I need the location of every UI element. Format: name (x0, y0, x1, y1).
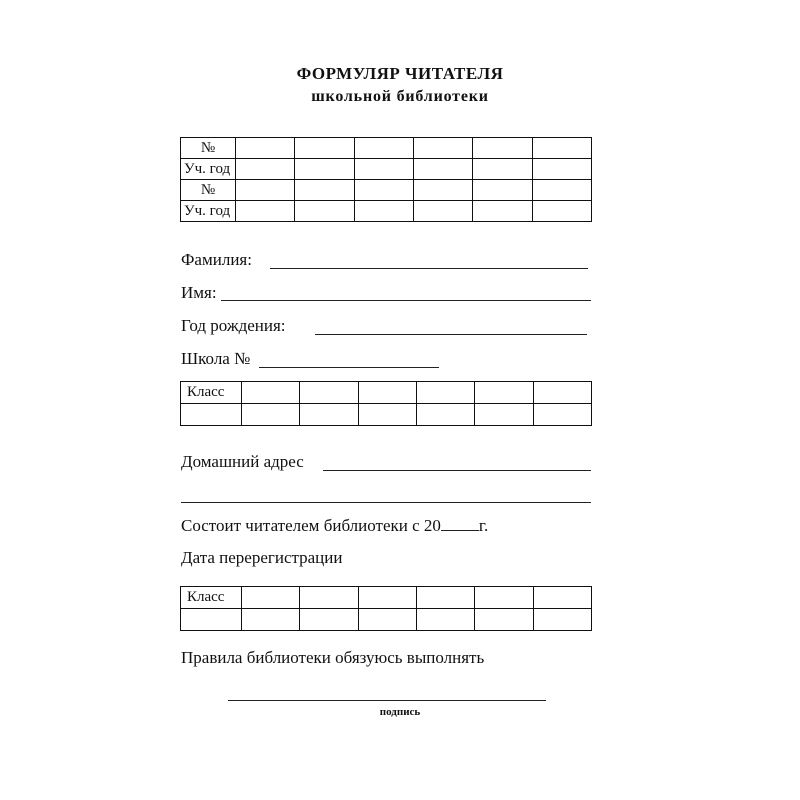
reregistration-class-grid (180, 586, 592, 631)
grid-cell[interactable] (473, 180, 532, 201)
grid-row (181, 159, 592, 180)
member-since-text (181, 516, 488, 536)
grid-cell[interactable] (242, 404, 300, 426)
grid-cell[interactable] (295, 138, 354, 159)
grid-cell[interactable] (358, 382, 416, 404)
grid-cell[interactable] (242, 382, 300, 404)
grid-row (181, 180, 592, 201)
grid-row (181, 201, 592, 222)
grid-cell[interactable] (358, 609, 416, 631)
class-grid (180, 381, 592, 426)
grid-cell[interactable] (473, 201, 532, 222)
grid-cell[interactable] (236, 138, 295, 159)
grid-row (181, 382, 592, 404)
grid-cell[interactable] (475, 382, 533, 404)
grid-cell[interactable] (473, 159, 532, 180)
grid-cell[interactable] (533, 609, 591, 631)
grid-cell[interactable] (533, 404, 591, 426)
signature-caption: подпись (379, 706, 421, 718)
grid-cell[interactable] (475, 587, 533, 609)
grid-cell[interactable] (413, 159, 472, 180)
grid-cell[interactable] (236, 201, 295, 222)
grid-cell[interactable] (473, 138, 532, 159)
address-field-line-1[interactable] (323, 470, 591, 471)
grid-cell[interactable] (532, 180, 591, 201)
grid-cell[interactable] (354, 159, 413, 180)
grid-cell[interactable] (413, 201, 472, 222)
birth-year-field[interactable] (315, 334, 587, 335)
grid-cell[interactable] (532, 159, 591, 180)
school-number-field[interactable] (259, 367, 439, 368)
grid-cell[interactable] (354, 201, 413, 222)
grid-cell[interactable] (475, 609, 533, 631)
member-since-prefix: Состоит читателем библиотеки с 20 (181, 516, 441, 535)
surname-field[interactable] (270, 268, 588, 269)
surname-label: Фамилия: (181, 250, 252, 269)
grid-cell[interactable] (300, 404, 358, 426)
grid-cell[interactable] (236, 180, 295, 201)
grid-cell[interactable] (242, 587, 300, 609)
grid-cell[interactable] (532, 138, 591, 159)
grid-row-label: Уч. год (181, 201, 236, 222)
grid-cell[interactable] (416, 382, 474, 404)
grid-cell[interactable] (295, 159, 354, 180)
grid-row-label: № (181, 180, 236, 201)
school-label: Школа № (181, 349, 251, 368)
grid-cell[interactable] (413, 138, 472, 159)
grid-cell[interactable] (533, 587, 591, 609)
member-since-year-field[interactable] (441, 516, 479, 531)
grid-row (181, 609, 592, 631)
grid-cell[interactable] (358, 587, 416, 609)
year-number-grid (180, 137, 592, 222)
class-label: Класс (181, 587, 242, 609)
grid-cell[interactable] (300, 382, 358, 404)
grid-cell[interactable] (242, 609, 300, 631)
signature-field[interactable] (228, 700, 546, 701)
grid-cell[interactable] (181, 404, 242, 426)
grid-cell[interactable] (354, 138, 413, 159)
birth-year-label: Год рождения: (181, 316, 286, 335)
rules-statement: Правила библиотеки обязуюсь выполнять (181, 648, 485, 667)
grid-cell[interactable] (475, 404, 533, 426)
grid-cell[interactable] (358, 404, 416, 426)
reregistration-label: Дата перерегистрации (181, 548, 343, 567)
grid-row-label: № (181, 138, 236, 159)
name-label: Имя: (181, 283, 217, 302)
grid-cell[interactable] (416, 587, 474, 609)
name-field[interactable] (221, 300, 591, 301)
form-subtitle: школьной библиотеки (311, 88, 489, 105)
grid-row-label: Уч. год (181, 159, 236, 180)
grid-cell[interactable] (416, 609, 474, 631)
grid-row (181, 587, 592, 609)
address-field-line-2[interactable] (181, 502, 591, 503)
class-label: Класс (181, 382, 242, 404)
grid-row (181, 138, 592, 159)
grid-cell[interactable] (354, 180, 413, 201)
grid-cell[interactable] (300, 609, 358, 631)
grid-cell[interactable] (236, 159, 295, 180)
address-label: Домашний адрес (181, 452, 304, 471)
grid-cell[interactable] (181, 609, 242, 631)
grid-cell[interactable] (413, 180, 472, 201)
grid-cell[interactable] (300, 587, 358, 609)
member-since-suffix: г. (478, 516, 489, 535)
grid-cell[interactable] (295, 201, 354, 222)
grid-cell[interactable] (295, 180, 354, 201)
form-title: ФОРМУЛЯР ЧИТАТЕЛЯ (296, 64, 504, 83)
grid-cell[interactable] (532, 201, 591, 222)
grid-cell[interactable] (416, 404, 474, 426)
grid-row (181, 404, 592, 426)
grid-cell[interactable] (533, 382, 591, 404)
